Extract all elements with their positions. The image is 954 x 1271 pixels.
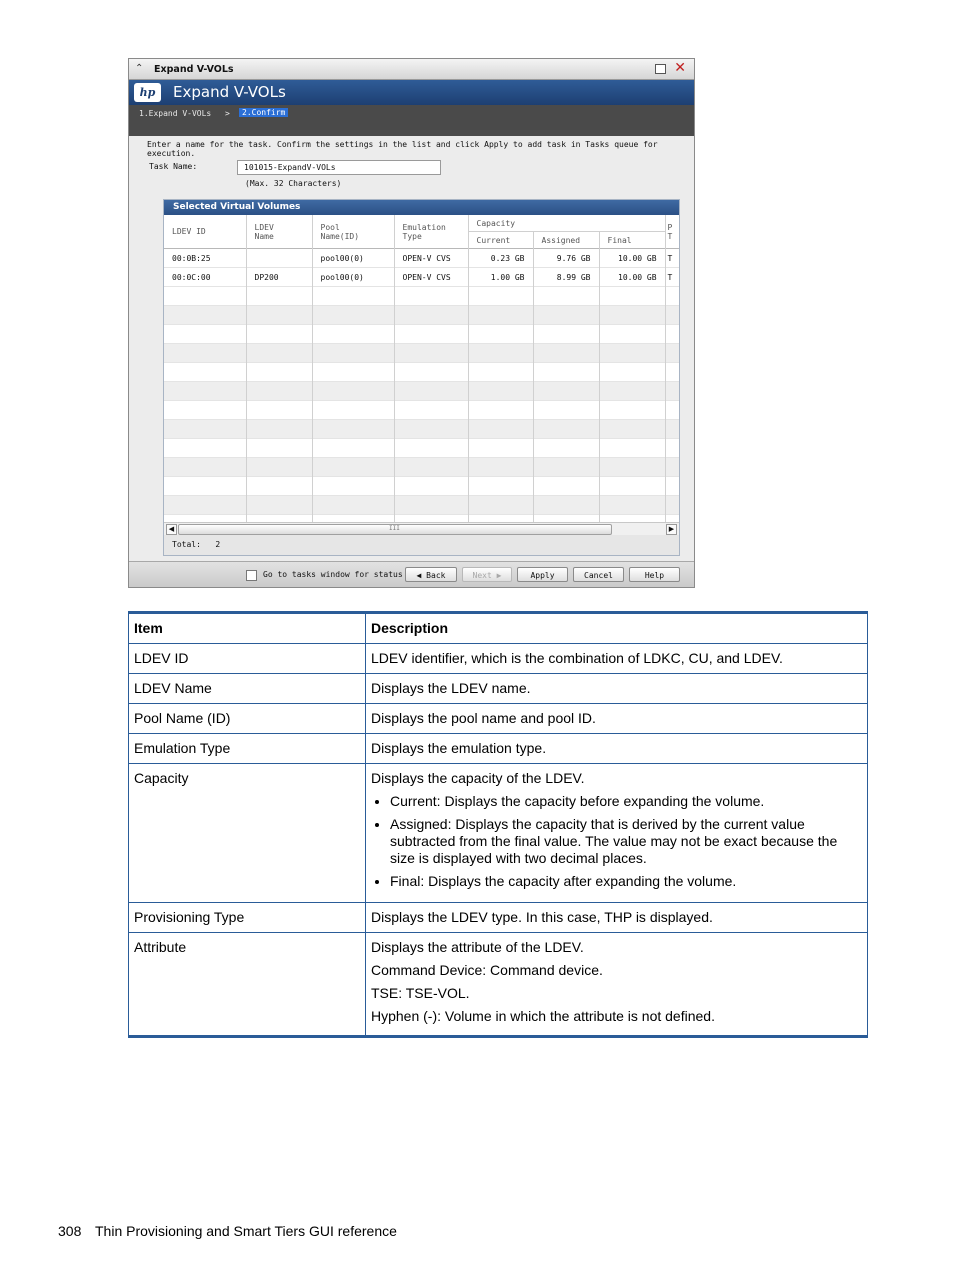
table-row	[129, 734, 868, 764]
empty-row	[164, 439, 679, 458]
table-row	[129, 674, 868, 704]
back-button[interactable]: ◀ Back	[405, 567, 457, 582]
cell-extra: T	[665, 268, 679, 287]
scroll-thumb[interactable]	[178, 524, 612, 535]
goto-tasks-checkbox[interactable]	[246, 570, 257, 581]
table-row[interactable]	[164, 268, 679, 287]
table-row	[129, 644, 868, 674]
empty-row	[164, 382, 679, 401]
empty-row	[164, 287, 679, 306]
field-description-table	[128, 611, 868, 1038]
cell-ldev-name	[246, 249, 312, 268]
table-header-row	[129, 613, 868, 644]
col-final[interactable]: Final	[599, 232, 665, 249]
instruction-text: Enter a name for the task. Confirm the settings in the list and click Apply to add task in Tasks queue for execution.	[147, 140, 658, 158]
page-number: 308	[58, 1223, 82, 1239]
cancel-button[interactable]: Cancel	[573, 567, 624, 582]
hp-logo: hp	[134, 83, 161, 102]
cell-emulation: OPEN-V CVS	[394, 268, 468, 287]
attribute-line: Command Device: Command device.	[371, 962, 603, 978]
empty-row	[164, 363, 679, 382]
cell-current: 1.00 GB	[468, 268, 533, 287]
cell-emulation: OPEN-V CVS	[394, 249, 468, 268]
total-bar	[164, 535, 679, 555]
table-row	[129, 903, 868, 933]
capacity-intro: Displays the capacity of the LDEV.	[371, 770, 585, 786]
attribute-line: TSE: TSE-VOL.	[371, 985, 470, 1001]
empty-row	[164, 458, 679, 477]
horizontal-scrollbar[interactable]	[164, 522, 679, 535]
cell-extra: T	[665, 249, 679, 268]
apply-button[interactable]: Apply	[517, 567, 568, 582]
close-icon[interactable]: ✕	[674, 60, 686, 76]
empty-row	[164, 344, 679, 363]
goto-tasks-label: Go to tasks window for status	[263, 570, 403, 579]
empty-row	[164, 420, 679, 439]
total-value: 2	[215, 540, 221, 549]
help-button[interactable]: Help	[629, 567, 680, 582]
attribute-line: Hyphen (-): Volume in which the attribute is not defined.	[371, 1008, 715, 1024]
cell-ldev-id: 00:0C:00	[164, 268, 246, 287]
total-label: Total:	[172, 540, 201, 549]
empty-row	[164, 401, 679, 420]
item-cell: Capacity	[129, 764, 366, 903]
header-item: Item	[129, 613, 366, 644]
cell-pool: pool00(0)	[312, 249, 394, 268]
col-ldev-name[interactable]: LDEV Name	[246, 215, 312, 249]
selected-volumes-panel	[163, 199, 680, 556]
list-item: • Final: Displays the capacity after expanding the volume.	[390, 873, 862, 890]
col-pool-name[interactable]: Pool Name(ID)	[312, 215, 394, 249]
cell-ldev-name: DP200	[246, 268, 312, 287]
col-capacity-group: Capacity	[468, 215, 665, 232]
empty-row	[164, 496, 679, 515]
col-extra[interactable]: P T	[665, 215, 679, 249]
description-cell: Displays the emulation type.	[366, 734, 868, 764]
cell-assigned: 9.76 GB	[533, 249, 599, 268]
table-row	[129, 704, 868, 734]
col-current[interactable]: Current	[468, 232, 533, 249]
volumes-grid	[164, 215, 679, 527]
table-row	[129, 764, 868, 903]
item-cell: Attribute	[129, 933, 366, 1037]
cell-final: 10.00 GB	[599, 268, 665, 287]
cell-pool: pool00(0)	[312, 268, 394, 287]
scroll-right-icon[interactable]: ▶	[666, 524, 677, 535]
dialog-footer	[129, 561, 694, 588]
attribute-line: Displays the attribute of the LDEV.	[371, 939, 584, 955]
table-row[interactable]	[164, 249, 679, 268]
empty-row	[164, 477, 679, 496]
item-cell: LDEV ID	[129, 644, 366, 674]
description-cell	[366, 933, 868, 1037]
dialog-titlebar	[129, 59, 694, 80]
next-button[interactable]: Next ▶	[462, 567, 512, 582]
cell-assigned: 8.99 GB	[533, 268, 599, 287]
header-description: Description	[366, 613, 868, 644]
task-name-hint: (Max. 32 Characters)	[245, 179, 342, 188]
panel-title: Selected Virtual Volumes	[164, 200, 679, 215]
step-separator: >	[225, 109, 230, 118]
capacity-list	[371, 793, 862, 890]
table-row	[129, 933, 868, 1037]
task-name-label: Task Name:	[149, 162, 198, 171]
expand-vvols-dialog	[128, 58, 695, 588]
col-emulation-type[interactable]: Emulation Type	[394, 215, 468, 249]
description-cell	[366, 764, 868, 903]
scroll-grip: III	[389, 525, 400, 532]
empty-row	[164, 306, 679, 325]
task-name-input[interactable]: 101015-ExpandV-VOLs	[237, 160, 441, 175]
col-assigned[interactable]: Assigned	[533, 232, 599, 249]
list-item: • Current: Displays the capacity before expanding the volume.	[390, 793, 862, 810]
description-cell: Displays the LDEV type. In this case, THP is displayed.	[366, 903, 868, 933]
col-ldev-id[interactable]: LDEV ID	[164, 215, 246, 249]
banner-title: Expand V-VOLs	[173, 83, 286, 101]
collapse-icon[interactable]: ⌃	[135, 63, 144, 74]
page-footer	[58, 1223, 397, 1239]
description-cell: Displays the LDEV name.	[366, 674, 868, 704]
empty-row	[164, 325, 679, 344]
item-cell: LDEV Name	[129, 674, 366, 704]
scroll-left-icon[interactable]: ◀	[166, 524, 177, 535]
step-confirm: 2.Confirm	[239, 108, 288, 117]
cell-ldev-id: 00:0B:25	[164, 249, 246, 268]
description-cell: Displays the pool name and pool ID.	[366, 704, 868, 734]
dialog-banner	[129, 80, 694, 105]
section-title: Thin Provisioning and Smart Tiers GUI reference	[95, 1223, 397, 1239]
dialog-window-title: Expand V-VOLs	[154, 64, 234, 75]
item-cell: Pool Name (ID)	[129, 704, 366, 734]
cell-final: 10.00 GB	[599, 249, 665, 268]
description-cell: LDEV identifier, which is the combination of LDKC, CU, and LDEV.	[366, 644, 868, 674]
cell-current: 0.23 GB	[468, 249, 533, 268]
list-item: • Assigned: Displays the capacity that is derived by the current value subtracted from the final value. The value may not be exact because the size is displayed with two decimal places.	[390, 816, 862, 867]
item-cell: Emulation Type	[129, 734, 366, 764]
item-cell: Provisioning Type	[129, 903, 366, 933]
wizard-steps	[129, 105, 694, 136]
step-expand: 1.Expand V-VOLs	[139, 109, 212, 118]
maximize-icon[interactable]	[655, 64, 666, 74]
